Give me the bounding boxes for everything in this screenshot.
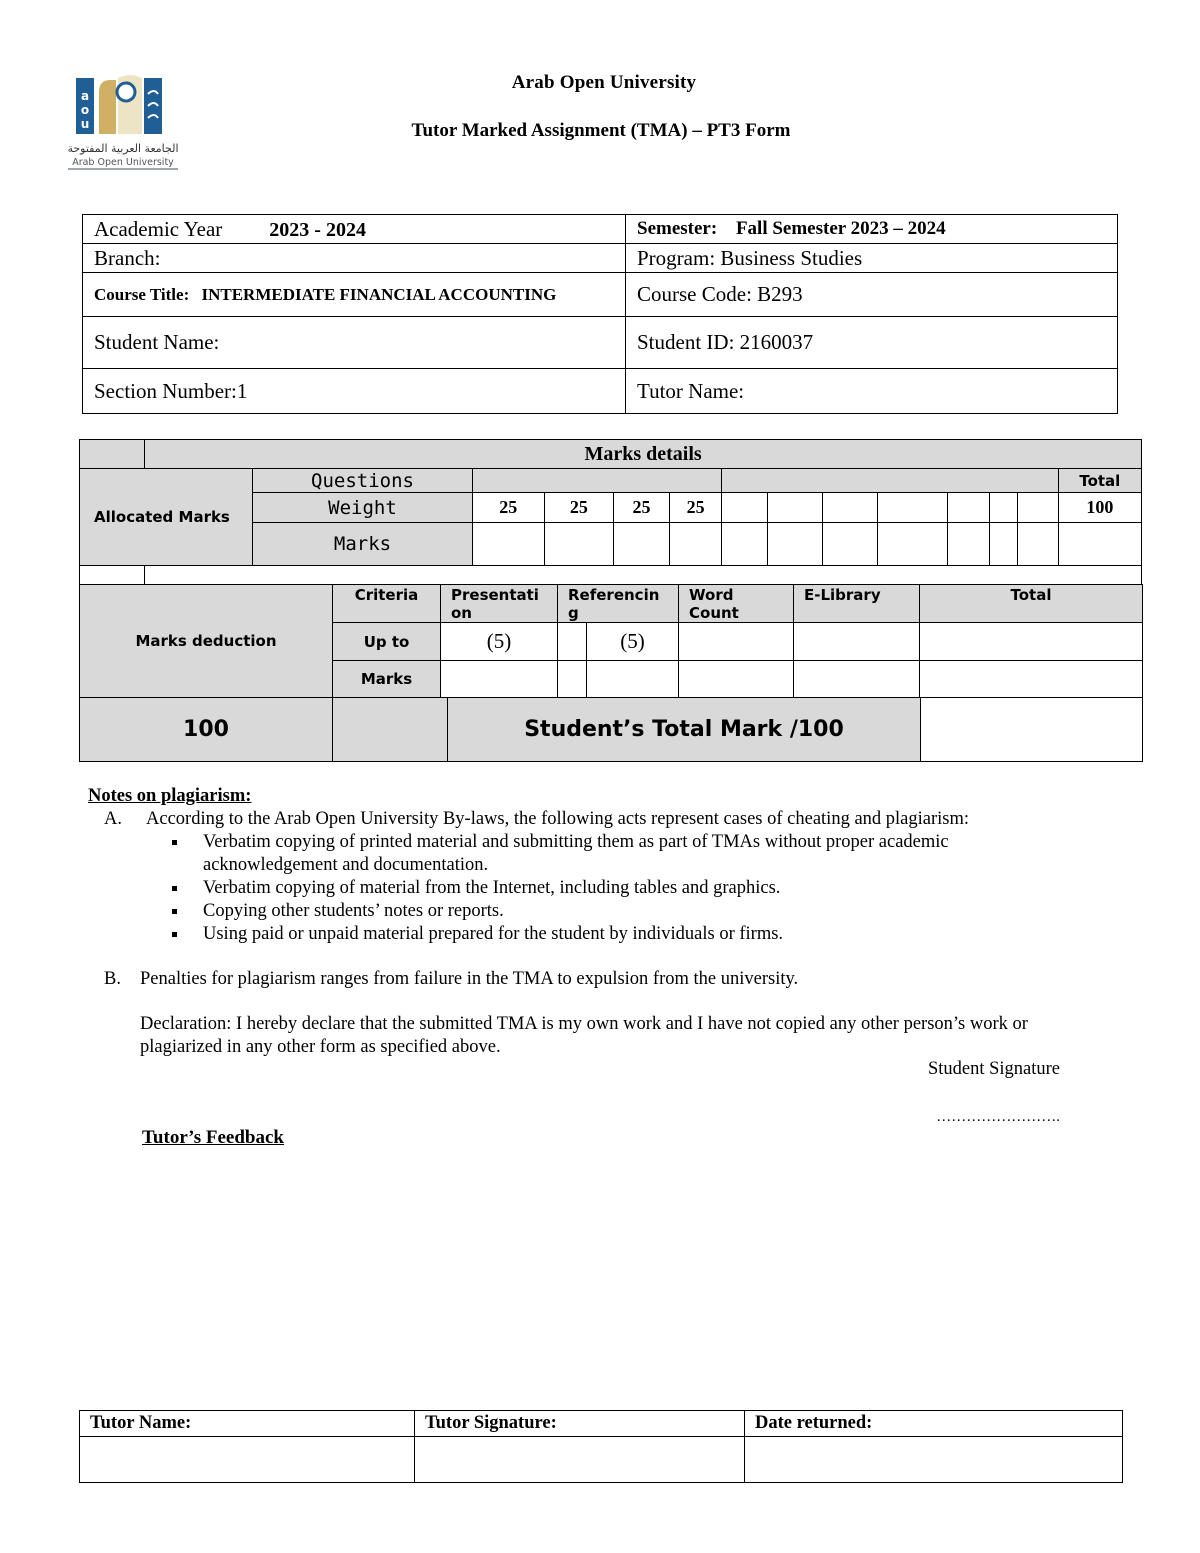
weight-cell[interactable] [878, 493, 947, 523]
date-returned-header: Date returned: [745, 1411, 1123, 1437]
list-item: Verbatim copying of printed material and submitting them as part of TMAs without proper academic acknowledgement and documentation. [170, 831, 1030, 877]
marks-cell[interactable] [472, 523, 544, 566]
questions-label: Questions [253, 469, 472, 493]
referencing-gap-cell [558, 623, 587, 661]
questions-cell [472, 469, 721, 493]
course-code-label: Course Code: B293 [626, 273, 1118, 317]
criteria-label: Criteria [333, 585, 441, 623]
total-deduction-marks[interactable] [920, 661, 1143, 698]
weight-cell[interactable] [947, 493, 989, 523]
marks-cell[interactable] [1017, 523, 1058, 566]
marks-details-title: Marks details [145, 440, 1142, 469]
elibrary-marks[interactable] [794, 661, 920, 698]
logo-letter: o [80, 103, 90, 117]
referencing-gap-marks[interactable] [558, 661, 587, 698]
clause-a-text: According to the Arab Open University By-laws, the following acts represent cases of cheating and plagiarism: [146, 809, 970, 829]
course-title-label: Course Title: [94, 285, 190, 304]
weight-cell: 25 [670, 493, 722, 523]
referencing-header: Referencin g [558, 585, 679, 623]
marks-cell[interactable] [989, 523, 1017, 566]
form-title: Tutor Marked Assignment (TMA) – PT3 Form [411, 120, 791, 141]
total-marks-cell[interactable] [1058, 523, 1141, 566]
weight-cell[interactable] [722, 493, 768, 523]
student-id-label: Student ID: 2160037 [626, 317, 1118, 369]
student-total-mark-input[interactable] [921, 698, 1143, 762]
tutor-feedback-heading: Tutor’s Feedback [142, 1127, 284, 1148]
student-name-label: Student Name: [83, 317, 626, 369]
presentation-max: (5) [441, 623, 558, 661]
total-blank-cell [333, 698, 448, 762]
plagiarism-notes-heading: Notes on plagiarism: [88, 786, 252, 806]
corner-cell [80, 440, 145, 469]
marks-cell[interactable] [722, 523, 768, 566]
course-title-value: INTERMEDIATE FINANCIAL ACCOUNTING [201, 285, 557, 304]
deduction-marks-label: Marks [333, 661, 441, 698]
marks-cell[interactable] [947, 523, 989, 566]
list-item: Copying other students’ notes or reports. [170, 900, 1030, 923]
tutor-signature-field[interactable] [415, 1437, 745, 1483]
clause-b-text: Penalties for plagiarism ranges from failure in the TMA to expulsion from the university. [140, 969, 799, 989]
weight-cell: 25 [613, 493, 669, 523]
tutor-feedback-area[interactable] [142, 1160, 1062, 1390]
list-item: Using paid or unpaid material prepared for the student by individuals or firms. [170, 923, 1030, 946]
allocated-marks-label: Allocated Marks [80, 469, 253, 566]
total-mark-table [79, 697, 1143, 762]
word-count-marks[interactable] [679, 661, 794, 698]
semester-label: Semester: [637, 218, 718, 239]
elibrary-header: E-Library [794, 585, 920, 623]
plagiarism-acts-list [170, 831, 1030, 946]
upto-label: Up to [333, 623, 441, 661]
section-number-label: Section Number:1 [83, 369, 626, 414]
logo-english-text: Arab Open University [72, 157, 174, 168]
total-header: Total [1058, 469, 1141, 493]
weight-cell[interactable] [823, 493, 878, 523]
program-label: Program: Business Studies [626, 244, 1118, 273]
marks-cell[interactable] [878, 523, 947, 566]
marks-cell[interactable] [823, 523, 878, 566]
elibrary-max[interactable] [794, 623, 920, 661]
referencing-max: (5) [587, 623, 679, 661]
tutor-name-label: Tutor Name: [626, 369, 1118, 414]
logo-letter: a [80, 89, 90, 103]
weight-cell: 25 [472, 493, 544, 523]
clause-a-marker: A. [104, 809, 122, 829]
word-count-header: Word Count [679, 585, 794, 623]
spacer-cell [80, 566, 145, 585]
clause-b-marker: B. [104, 969, 121, 989]
marks-cell[interactable] [670, 523, 722, 566]
declaration-text: Declaration: I hereby declare that the submitted TMA is my own work and I have not copied any other person’s work or plagiarized in any other form as specified above. [140, 1014, 1028, 1057]
presentation-marks[interactable] [441, 661, 558, 698]
student-signature-line[interactable]: ……………………. [936, 1109, 1060, 1125]
course-title-cell [83, 273, 626, 317]
referencing-marks[interactable] [587, 661, 679, 698]
logo-arabic-text: الجامعة العربية المفتوحة [67, 142, 179, 155]
clause-a [104, 808, 1024, 831]
course-info-table [82, 214, 1118, 414]
weight-cell: 25 [544, 493, 613, 523]
total-deduction-max[interactable] [920, 623, 1143, 661]
weight-cell[interactable] [989, 493, 1017, 523]
marks-deduction-table [79, 584, 1143, 698]
total-weight-cell: 100 [1058, 493, 1141, 523]
tutor-name-field[interactable] [80, 1437, 415, 1483]
academic-year-label: Academic Year [94, 216, 223, 241]
tutor-signature-header: Tutor Signature: [415, 1411, 745, 1437]
weight-cell[interactable] [768, 493, 823, 523]
semester-cell [626, 215, 1118, 244]
clause-b [104, 968, 1024, 991]
marks-label: Marks [253, 523, 472, 566]
total-value: 100 [80, 698, 333, 762]
logo-letter: u [80, 117, 90, 131]
university-name: Arab Open University [511, 72, 697, 93]
marks-deduction-label: Marks deduction [80, 585, 333, 698]
student-total-mark-label: Student’s Total Mark /100 [448, 698, 921, 762]
student-signature-label: Student Signature [927, 1059, 1060, 1079]
questions-cell [722, 469, 1059, 493]
spacer-cell [145, 566, 1142, 585]
list-item: Verbatim copying of material from the Internet, including tables and graphics. [170, 877, 1030, 900]
marks-details-table [79, 439, 1142, 585]
tutor-name-header: Tutor Name: [80, 1411, 415, 1437]
tutor-signoff-table [79, 1410, 1123, 1483]
academic-year-cell [83, 215, 626, 244]
branch-label: Branch: [83, 244, 626, 273]
marks-cell[interactable] [544, 523, 613, 566]
word-count-max[interactable] [679, 623, 794, 661]
weight-cell[interactable] [1017, 493, 1058, 523]
total-deduction-header: Total [920, 585, 1143, 623]
semester-value: Fall Semester 2023 – 2024 [735, 218, 946, 239]
marks-cell[interactable] [768, 523, 823, 566]
marks-cell[interactable] [613, 523, 669, 566]
date-returned-field[interactable] [745, 1437, 1123, 1483]
presentation-header: Presentati on [441, 585, 558, 623]
academic-year-value: 2023 - 2024 [269, 218, 366, 241]
weight-label: Weight [253, 493, 472, 523]
